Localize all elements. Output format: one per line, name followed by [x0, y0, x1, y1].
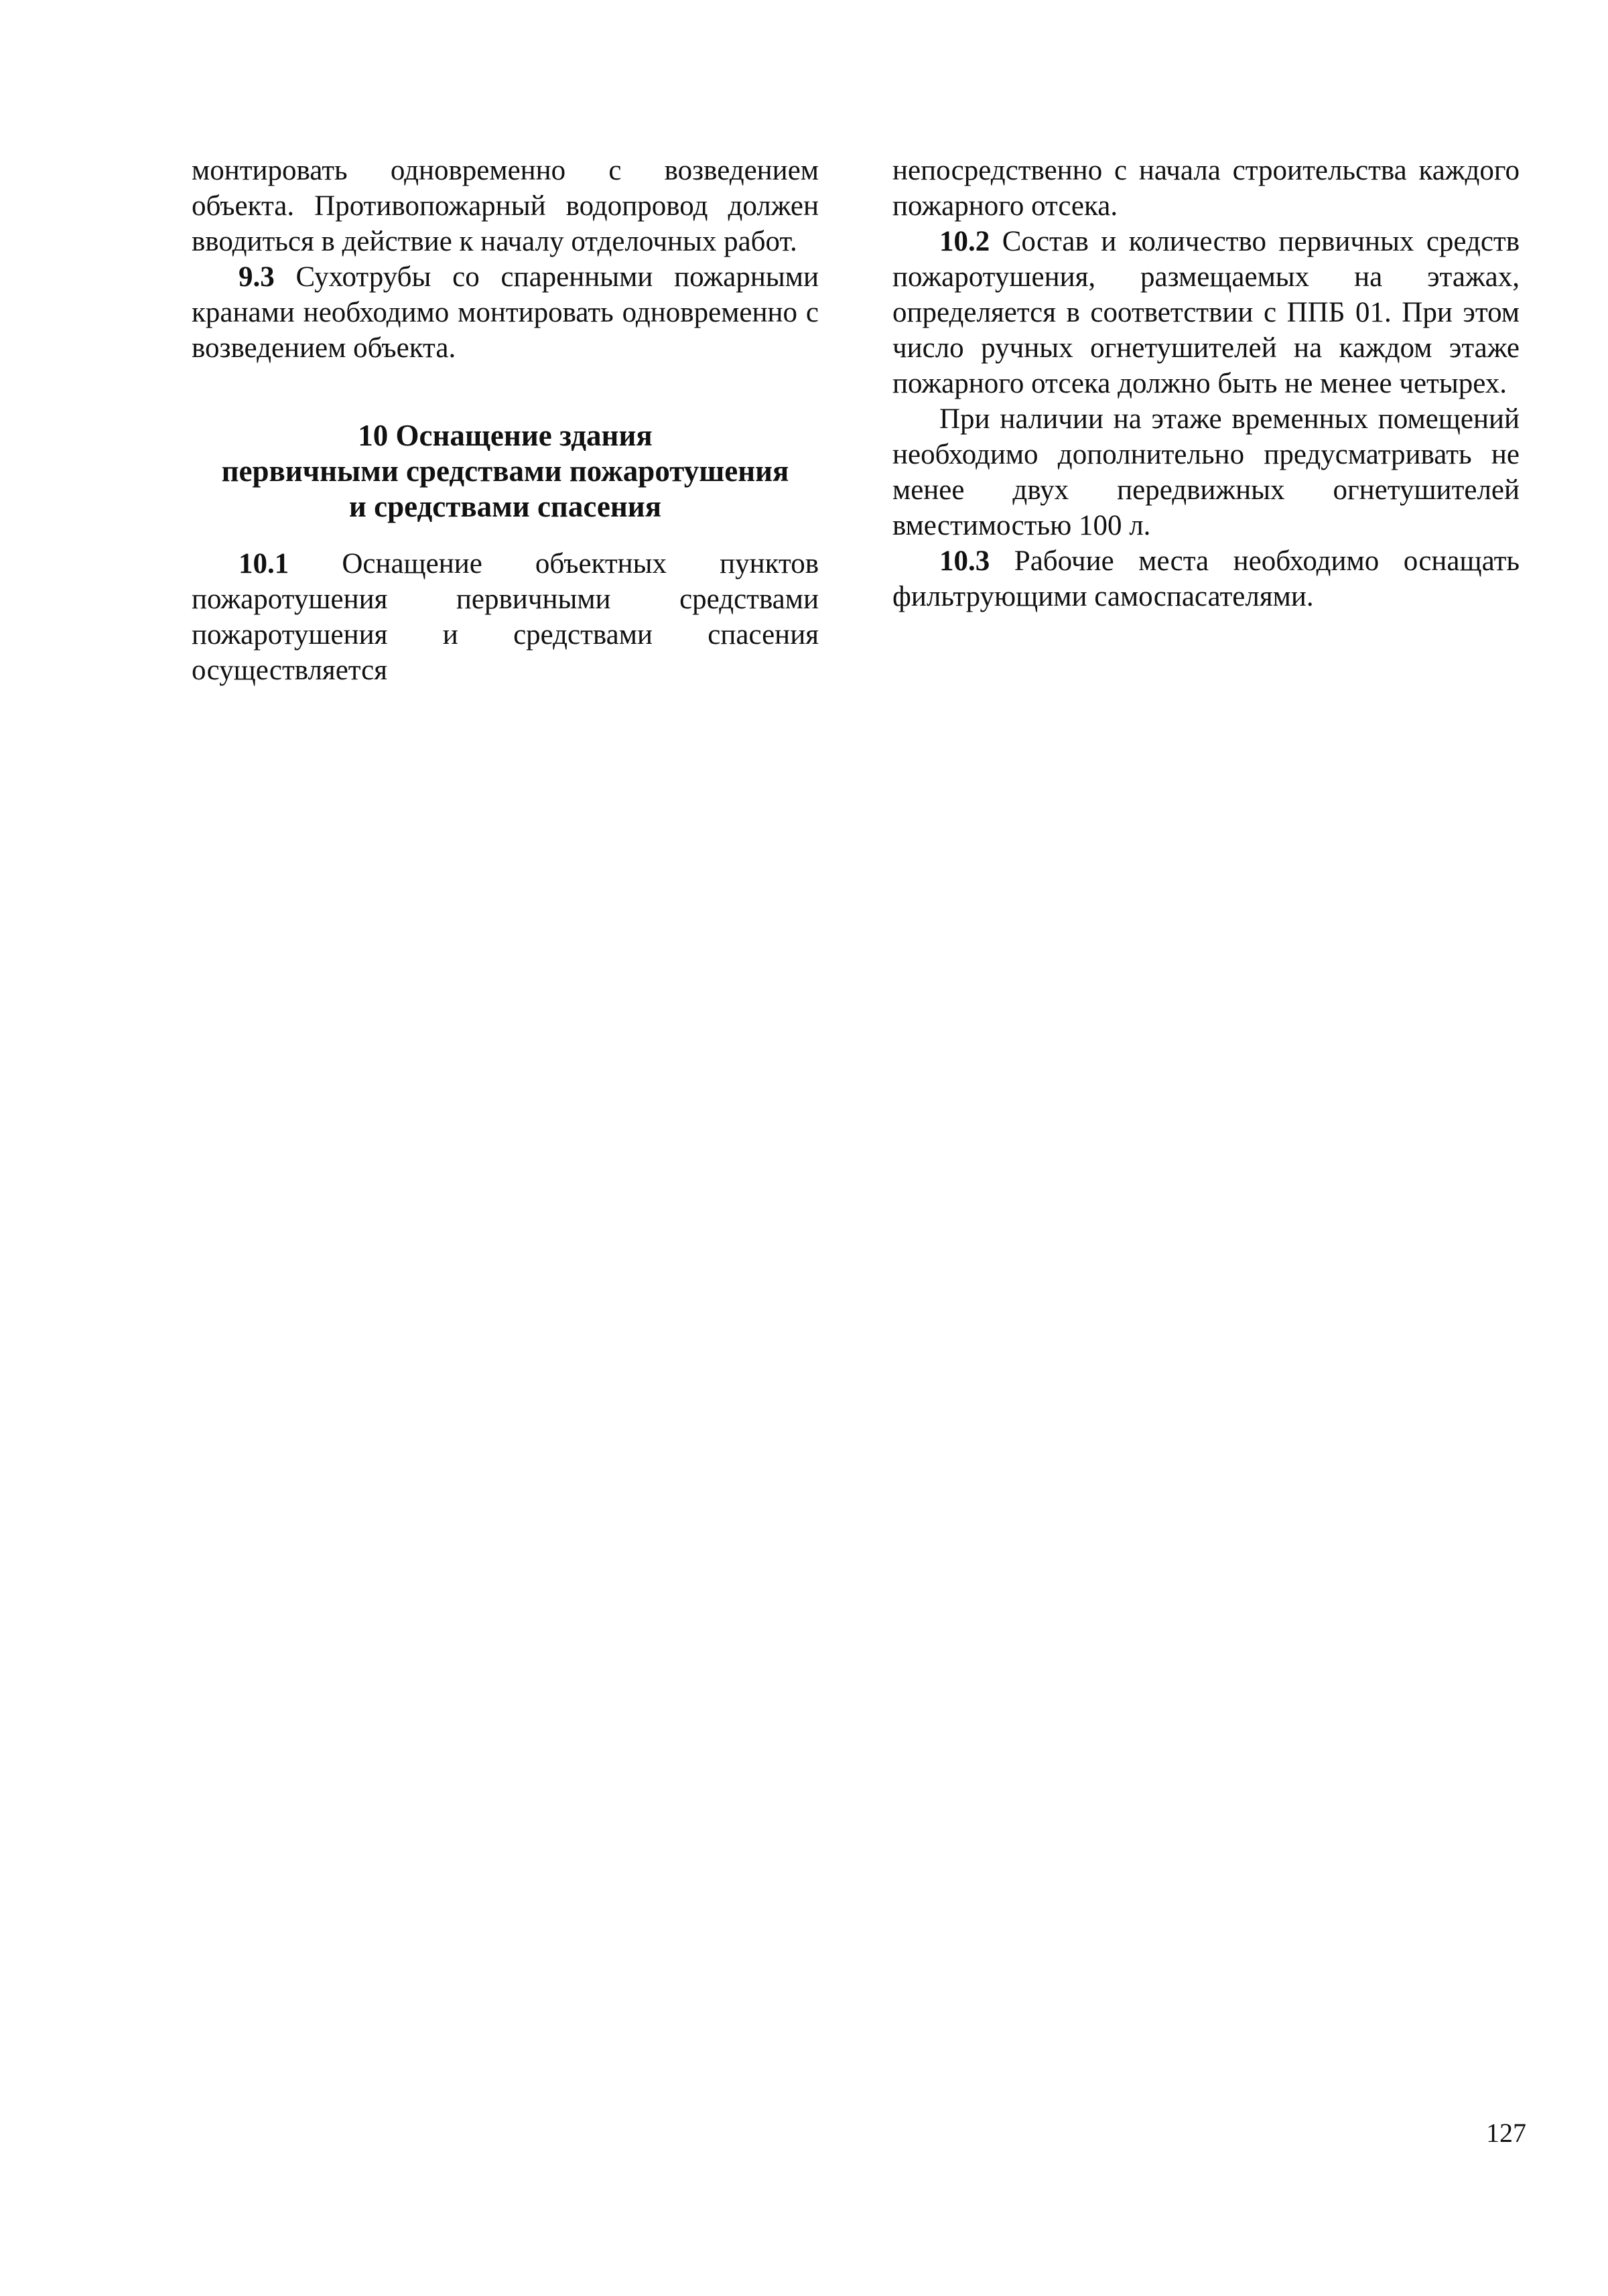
clause-text: Оснащение объектных пунктов пожаротушения первичными средствами пожаротушения и средствами спасения осуществляется	[192, 548, 819, 686]
clause-number: 10.3	[939, 545, 990, 577]
paragraph-9-3	[192, 259, 819, 366]
paragraph-continuation: монтировать одновременно с возведением объекта. Противопожарный водопровод должен вводиться в действие к началу отделочных работ.	[192, 155, 819, 257]
paragraph-temporary-rooms: При наличии на этаже временных помещений необходимо дополнительно предусматривать не менее двух передвижных огнетушителей вместимостью 100 л.	[892, 403, 1520, 541]
section-heading	[192, 418, 819, 525]
right-column	[892, 153, 1520, 614]
clause-text: Рабочие места необходимо оснащать фильтрующими самоспасателями.	[892, 545, 1520, 612]
clause-text: Сухотрубы со спаренными пожарными кранами необходимо монтировать одновременно с возведением объекта.	[192, 261, 819, 364]
paragraph-10-2	[892, 224, 1520, 401]
paragraph-continuation: непосредственно с начала строительства каждого пожарного отсека.	[892, 155, 1520, 222]
clause-number: 9.3	[239, 261, 275, 293]
heading-line-1: 10 Оснащение здания	[358, 419, 653, 452]
paragraph-10-1	[192, 546, 819, 688]
left-column	[192, 153, 819, 688]
paragraph-10-3	[892, 543, 1520, 614]
page-number: 127	[1486, 2118, 1526, 2148]
clause-number: 10.1	[239, 548, 289, 580]
heading-line-3: и средствами спасения	[348, 490, 662, 523]
clause-text: Состав и количество первичных средств пожаротушения, размещаемых на этажах, определяется в соответствии с ППБ 01. При этом число ручных огнетушителей на каждом этаже пожарного отсека должно быть не менее четырех.	[892, 226, 1520, 399]
heading-line-2: первичными средствами пожаротушения	[221, 454, 789, 488]
clause-number: 10.2	[939, 226, 990, 257]
